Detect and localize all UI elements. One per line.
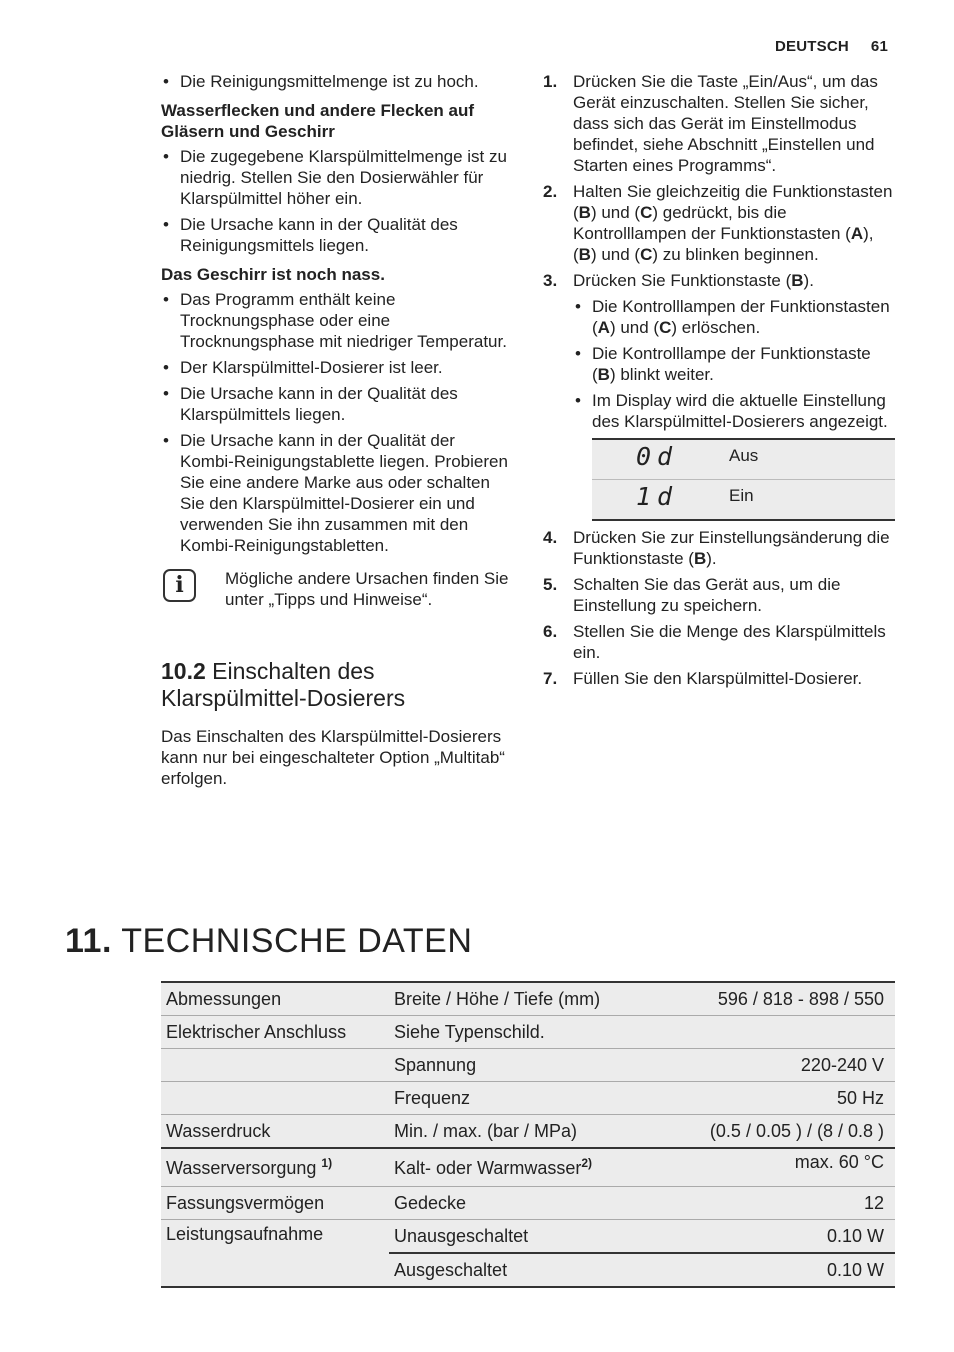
table-row: Abmessungen Breite / Höhe / Tiefe (mm) 596 / 818 - 898 / 550 [161, 982, 895, 1016]
step-number: 1. [543, 72, 558, 91]
page-number: 61 [870, 38, 888, 55]
step-number: 2. [543, 182, 558, 201]
display-label: Ein [729, 486, 754, 505]
list-item: • Die Ursache kann in der Qualität der Kombi-Reinigungstablette liegen. Probieren Sie eine andere Marke aus oder schalten Sie den Klarspülmittel-Dosierer ein und verwenden Sie ihn zusammen mit den Kombi-Reinigungstabletten. [161, 430, 513, 556]
step-6 [543, 621, 895, 663]
info-icon: i [163, 569, 196, 602]
step-text: Halten Sie gleichzeitig die Funktionstasten (B) und (C) gedrückt, bis die Kontrolllampen der Funktionstasten (A), (B) und (C) zu blinken beginnen. [573, 182, 893, 264]
step-5 [543, 574, 895, 616]
section-number: 10.2 [161, 658, 206, 684]
step-number: 5. [543, 575, 558, 594]
list-item: • Die Ursache kann in der Qualität des Reinigungsmittels liegen. [161, 214, 513, 256]
right-column [543, 71, 895, 694]
table-row: Frequenz 50 Hz [161, 1082, 895, 1115]
list-item: • Der Klarspülmittel-Dosierer ist leer. [161, 357, 513, 378]
list-item: • Im Display wird die aktuelle Einstellung des Klarspülmittel-Dosierers angezeigt. [573, 390, 895, 432]
header-language: DEUTSCH [775, 38, 849, 55]
display-row [592, 479, 895, 519]
bullet-list [161, 289, 513, 556]
info-note-text: Mögliche andere Ursachen finden Sie unter „Tipps und Hinweise“. [225, 569, 509, 609]
bullet-list [573, 296, 895, 432]
page-header [775, 38, 888, 55]
display-code: 1d [636, 482, 679, 511]
step-7 [543, 668, 895, 689]
table-row: Fassungsvermögen Gedecke 12 [161, 1187, 895, 1220]
list-item: • Die zugegebene Klarspülmittelmenge ist zu niedrig. Stellen Sie den Dosierwähler für Klarspülmittel höher ein. [161, 146, 513, 209]
table-row: Ausgeschaltet 0.10 W [161, 1253, 895, 1287]
step-list [543, 527, 895, 689]
chapter-title: TECHNISCHE DATEN [121, 922, 473, 960]
section-heading [161, 658, 513, 712]
step-text: Drücken Sie Funktionstaste (B). [573, 271, 814, 290]
subheading: Das Geschirr ist noch nass. [161, 265, 385, 284]
list-item: • Die Reinigungsmittelmenge ist zu hoch. [161, 71, 513, 92]
table-row: Wasserdruck Min. / max. (bar / MPa) (0.5 / 0.05 ) / (8 / 0.8 ) [161, 1115, 895, 1149]
technical-data-table [161, 981, 895, 1288]
step-list [543, 71, 895, 432]
display-code: 0d [636, 442, 679, 471]
step-number: 6. [543, 622, 558, 641]
display-row [592, 440, 895, 479]
table-row: Spannung 220-240 V [161, 1049, 895, 1082]
list-item: • Die Kontrolllampe der Funktionstaste (B) blinkt weiter. [573, 343, 895, 385]
step-text: Stellen Sie die Menge des Klarspülmittels ein. [573, 622, 886, 662]
list-item: • Die Kontrolllampen der Funktionstasten (A) und (C) erlöschen. [573, 296, 895, 338]
step-4 [543, 527, 895, 569]
bullet-list [161, 146, 513, 256]
section-title: Einschalten des Klarspülmittel-Dosierers [161, 658, 406, 711]
step-3 [543, 270, 895, 432]
step-2 [543, 181, 895, 265]
table-row: Wasserversorgung $^{1)}$ Kalt- oder Warmwasser$^{2)}$ max. 60 °C [161, 1148, 895, 1187]
list-item: • Das Programm enthält keine Trocknungsphase oder eine Trocknungsphase mit niedriger Temperatur. [161, 289, 513, 352]
list-item: • Die Ursache kann in der Qualität des Klarspülmittels liegen. [161, 383, 513, 425]
display-label: Aus [729, 446, 759, 465]
step-text: Drücken Sie zur Einstellungsänderung die Funktionstaste (B). [573, 528, 890, 568]
step-number: 3. [543, 271, 558, 290]
step-text: Füllen Sie den Klarspülmittel-Dosierer. [573, 669, 863, 688]
step-text: Schalten Sie das Gerät aus, um die Einstellung zu speichern. [573, 575, 841, 615]
subheading: Wasserflecken und andere Flecken auf Gläsern und Geschirr [161, 101, 475, 141]
bullet-list [161, 71, 513, 92]
section-paragraph: Das Einschalten des Klarspülmittel-Dosierers kann nur bei eingeschalteter Option „Multitab“ erfolgen. [161, 727, 505, 788]
step-number: 7. [543, 669, 558, 688]
chapter-heading [65, 922, 472, 961]
table-row: Leistungsaufnahme Unausgeschaltet 0.10 W [161, 1220, 895, 1254]
chapter-number: 11. [65, 922, 112, 960]
display-settings-table [592, 438, 895, 521]
info-note [161, 568, 513, 632]
step-number: 4. [543, 528, 558, 547]
step-text: Drücken Sie die Taste „Ein/Aus“, um das Gerät einzuschalten. Stellen Sie sicher, dass sich das Gerät im Einstellmodus befindet, siehe Abschnitt „Einstellen und Starten eines Programms“. [573, 72, 878, 175]
step-1 [543, 71, 895, 176]
table-row: Elektrischer Anschluss Siehe Typenschild. [161, 1016, 895, 1049]
left-column [161, 71, 513, 789]
